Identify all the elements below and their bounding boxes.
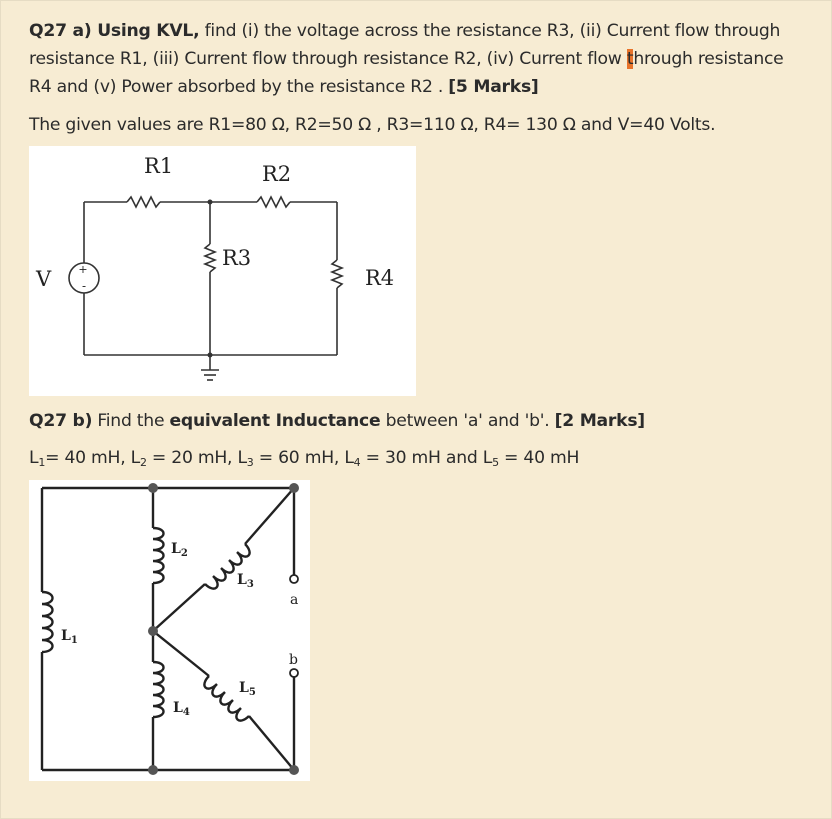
q27a-line2-end: hrough resistance [633,49,784,69]
l3-value: = 60 mH, [253,448,345,468]
inductor-l2-coil [153,528,164,583]
inductor-l1-coil [42,592,53,652]
q27a-using-kvl: Using KVL, [97,21,200,41]
circuit-diagram-1 [29,146,416,396]
l2-subscript: 2 [139,456,147,469]
resistor-r4-symbol [332,260,342,288]
resistor-r1-symbol [127,197,160,207]
wire-l3-lower [153,584,205,631]
label-l4: $L_4$ [173,700,190,718]
l4-symbol: L [344,448,354,468]
l2-value: = 20 mH, [146,448,238,468]
l4-value: = 30 mH and [360,448,483,468]
terminal-b-circle [290,669,298,677]
q27a-line-1 [29,17,819,45]
label-b: b [289,652,298,668]
q27b-inductance-values [29,444,819,472]
l4-subscript: 4 [353,456,361,469]
q27a-line1-text: find (i) the voltage across the resistance R3, (ii) Current flow through [199,21,781,41]
resistor-r2-symbol [257,197,290,207]
label-l3: $L_3$ [237,572,254,590]
q27b-marks: [2 Marks] [554,411,645,431]
label-a: a [290,592,299,608]
q27a-given-values: The given values are R1=80 Ω, R2=50 Ω , R3=110 Ω, R4= 130 Ω and V=40 Volts. [29,115,716,135]
text-cursor-highlight: t [626,49,634,69]
label-r3: R3 [222,246,252,270]
circuit-1-svg [29,146,416,396]
label-r2: R2 [262,162,292,186]
node-center [148,626,158,636]
q27a-line-3 [29,73,819,101]
circuit-diagram-2 [29,480,310,781]
q27a-line-2 [29,45,819,73]
junction-top [208,200,213,205]
label-l2: $L_2$ [171,541,188,559]
circuit-2-svg [29,480,310,781]
label-l1: $L_1$ [61,628,78,646]
q27a-marks: [5 Marks] [448,77,539,97]
label-r1: R1 [144,154,174,178]
resistor-r3-symbol [205,244,215,272]
source-plus-sign: + [78,263,88,276]
l3-symbol: L [237,448,247,468]
label-r4: R4 [365,266,395,290]
q27b-line-1 [29,407,819,435]
label-v: V [36,267,52,291]
q27a-line3-text: R4 and (v) Power absorbed by the resistance R2 . [29,77,449,97]
wire-l5-lower [249,716,294,770]
source-minus-sign: - [81,279,87,293]
l1-symbol: L [29,448,39,468]
q27a-line2-text: resistance R1, (iii) Current flow through resistance R2, (iv) Current flow [29,49,627,69]
node-top-right [289,483,299,493]
wire-l3-upper [245,488,294,544]
terminal-a-circle [290,575,298,583]
l1-subscript: 1 [38,456,46,469]
q27a-label: Q27 a) [29,21,98,41]
q27b-label: Q27 b) [29,411,93,431]
inductor-l4-coil [153,662,164,717]
node-top-middle [148,483,158,493]
q27b-text-2: between 'a' and 'b'. [380,411,555,431]
label-l5: $L_5$ [239,680,256,698]
node-bottom-middle [148,765,158,775]
l5-value: = 40 mH [498,448,580,468]
junction-bottom [208,353,213,358]
l1-value: = 40 mH, [45,448,131,468]
l5-subscript: 5 [492,456,499,469]
q27b-equivalent-inductance: equivalent Inductance [169,411,381,431]
q27b-text-1: Find the [92,411,170,431]
l2-symbol: L [130,448,140,468]
wire-l5-upper [153,631,209,676]
l3-subscript: 3 [246,456,254,469]
node-bottom-right [289,765,299,775]
l5-symbol: L [482,448,493,468]
